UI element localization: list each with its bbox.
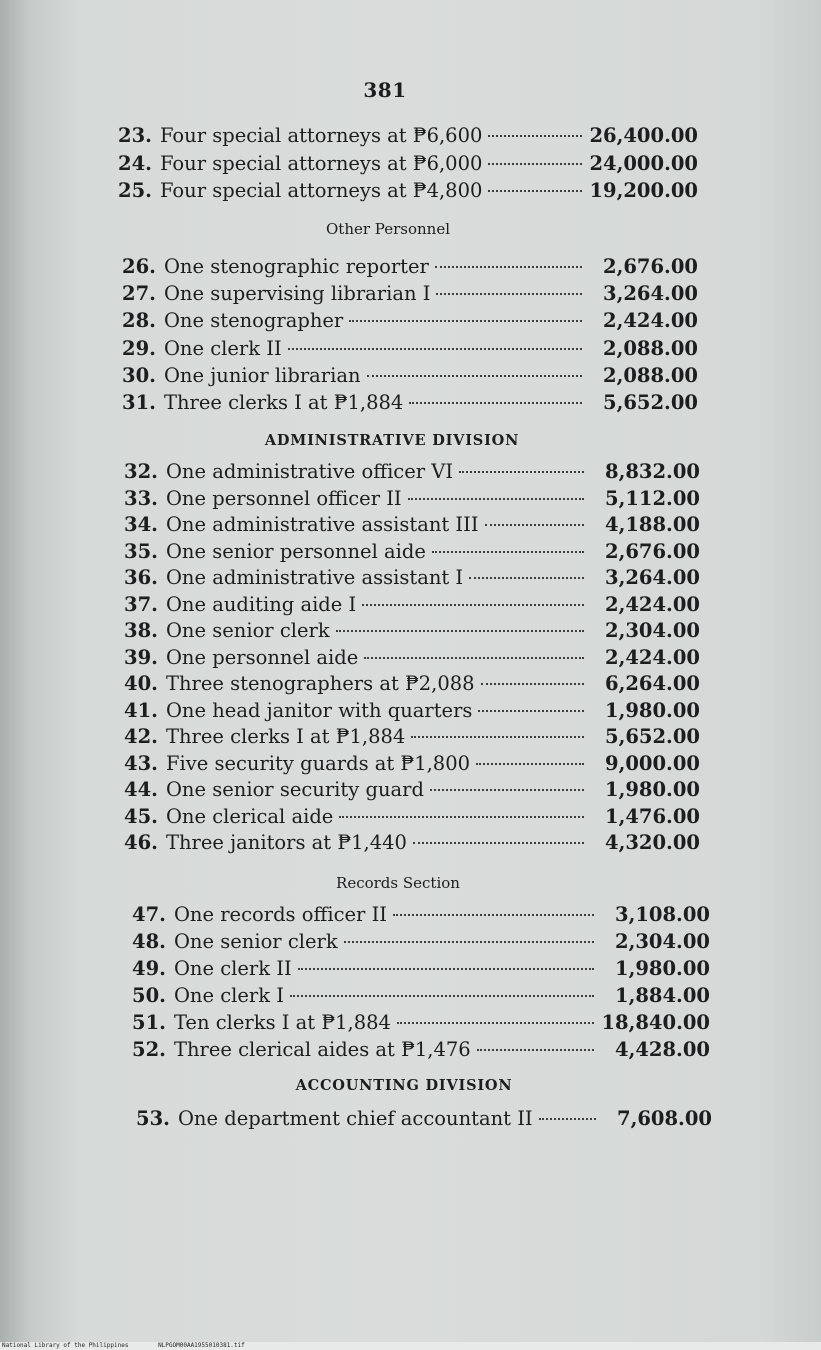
line-item — [122, 309, 698, 336]
dot-leader — [344, 941, 594, 943]
item-amount: 26,400.00 — [589, 124, 698, 147]
item-amount: 2,676.00 — [605, 539, 700, 563]
item-amount: 1,980.00 — [605, 698, 700, 722]
dot-leader — [288, 348, 582, 350]
item-description: One records officer II — [173, 903, 387, 926]
section-heading: ACCOUNTING DIVISION — [295, 1077, 513, 1094]
item-description: One clerk II — [173, 957, 292, 980]
item-amount: 2,088.00 — [603, 336, 698, 360]
line-item — [124, 619, 700, 646]
item-description: One personnel officer II — [165, 486, 402, 510]
item-number: 38. — [124, 619, 158, 642]
item-amount: 1,476.00 — [605, 804, 700, 828]
item-description: One head janitor with quarters — [165, 698, 473, 722]
item-amount: 4,428.00 — [615, 1038, 710, 1061]
dot-leader — [364, 657, 584, 659]
item-number: 23. — [118, 124, 152, 147]
line-item — [132, 1038, 710, 1065]
dot-leader — [488, 190, 582, 192]
item-amount: 19,200.00 — [589, 179, 698, 202]
item-amount: 24,000.00 — [589, 151, 698, 175]
dot-leader — [411, 736, 584, 738]
item-description: Three stenographers at ₱2,088 — [165, 672, 475, 695]
item-number: 33. — [124, 486, 158, 510]
item-number: 29. — [122, 336, 156, 360]
line-item — [118, 179, 698, 206]
line-item — [118, 152, 698, 179]
line-item — [122, 282, 698, 309]
section-heading: Other Personnel — [326, 220, 450, 238]
item-description: One junior librarian — [163, 363, 361, 387]
item-number: 26. — [122, 255, 156, 278]
dot-leader — [485, 524, 584, 526]
line-item — [124, 513, 700, 540]
line-item — [124, 540, 700, 567]
item-amount: 3,108.00 — [615, 903, 710, 926]
line-item — [118, 124, 698, 151]
line-item — [136, 1107, 712, 1134]
dot-leader — [488, 163, 582, 165]
item-number: 37. — [124, 592, 158, 616]
item-amount: 2,424.00 — [605, 592, 700, 616]
item-amount: 3,264.00 — [603, 282, 698, 306]
item-amount: 6,264.00 — [605, 672, 700, 695]
item-amount: 2,088.00 — [603, 363, 698, 387]
line-item — [124, 672, 700, 699]
line-item — [132, 1011, 710, 1038]
dot-leader — [409, 402, 582, 404]
item-number: 24. — [118, 151, 152, 175]
line-item — [124, 805, 700, 832]
dot-leader — [435, 266, 582, 268]
item-number: 25. — [118, 179, 152, 202]
dot-leader — [290, 995, 594, 997]
item-description: One department chief accountant II — [177, 1107, 533, 1130]
item-description: Three janitors at ₱1,440 — [165, 831, 407, 854]
item-amount: 5,652.00 — [603, 391, 698, 414]
line-item — [124, 487, 700, 514]
item-number: 50. — [132, 984, 166, 1007]
item-description: One supervising librarian I — [163, 282, 431, 306]
item-description: Three clerks I at ₱1,884 — [165, 725, 406, 748]
item-amount: 2,424.00 — [603, 309, 698, 333]
item-description: One senior personnel aide — [165, 539, 426, 563]
footer-file: NLPGOM00AA1955010381.tif — [158, 1342, 245, 1349]
line-item — [124, 778, 700, 805]
footer-library: National Library of the Philippines — [2, 1342, 129, 1349]
dot-leader — [488, 135, 582, 137]
item-description: Three clerical aides at ₱1,476 — [173, 1038, 471, 1061]
line-item — [124, 725, 700, 752]
line-item — [124, 646, 700, 673]
item-description: One clerical aide — [165, 804, 334, 828]
item-amount: 4,188.00 — [605, 513, 700, 536]
item-description: One clerk II — [163, 336, 282, 360]
item-description: Ten clerks I at ₱1,884 — [173, 1011, 391, 1034]
item-description: Three clerks I at ₱1,884 — [163, 391, 404, 414]
line-item — [124, 460, 700, 487]
item-description: One senior security guard — [165, 778, 424, 801]
item-amount: 18,840.00 — [601, 1011, 710, 1034]
line-item — [124, 699, 700, 726]
dot-leader — [459, 471, 584, 473]
item-amount: 1,884.00 — [615, 984, 710, 1007]
item-amount: 8,832.00 — [605, 460, 700, 483]
item-number: 39. — [124, 645, 158, 669]
item-amount: 5,112.00 — [605, 486, 700, 510]
dot-leader — [362, 604, 584, 606]
item-number: 40. — [124, 672, 158, 695]
item-description: One auditing aide I — [165, 592, 357, 616]
dot-leader — [476, 763, 584, 765]
item-amount: 1,980.00 — [605, 778, 700, 801]
section-heading: Records Section — [336, 874, 460, 892]
dot-leader — [539, 1118, 596, 1120]
item-number: 28. — [122, 309, 156, 333]
dot-leader — [393, 914, 594, 916]
dot-leader — [408, 498, 584, 500]
line-item — [124, 593, 700, 620]
item-description: One stenographic reporter — [163, 255, 429, 278]
line-item — [122, 337, 698, 364]
dot-leader — [430, 789, 584, 791]
item-description: One clerk I — [173, 984, 284, 1007]
item-amount: 1,980.00 — [615, 957, 710, 980]
item-number: 30. — [122, 363, 156, 387]
item-amount: 7,608.00 — [617, 1107, 712, 1130]
item-number: 43. — [124, 751, 158, 775]
item-number: 49. — [132, 957, 166, 980]
dot-leader — [298, 968, 594, 970]
line-item — [132, 957, 710, 984]
item-description: One administrative assistant III — [165, 513, 479, 536]
dot-leader — [477, 1049, 594, 1051]
line-item — [122, 364, 698, 391]
item-amount: 5,652.00 — [605, 725, 700, 748]
item-amount: 2,304.00 — [605, 619, 700, 642]
item-number: 45. — [124, 804, 158, 828]
line-item — [132, 903, 710, 930]
item-description: One stenographer — [163, 309, 344, 333]
dot-leader — [339, 816, 584, 818]
line-item — [122, 391, 698, 418]
item-description: Four special attorneys at ₱4,800 — [159, 179, 483, 202]
line-item — [132, 930, 710, 957]
dot-leader — [349, 320, 582, 322]
item-number: 27. — [122, 282, 156, 306]
page-number: 381 — [363, 78, 407, 102]
line-item — [132, 984, 710, 1011]
item-number: 36. — [124, 566, 158, 589]
item-number: 53. — [136, 1107, 170, 1130]
dot-leader — [336, 630, 584, 632]
item-number: 44. — [124, 778, 158, 801]
item-amount: 4,320.00 — [605, 831, 700, 854]
item-number: 41. — [124, 698, 158, 722]
dot-leader — [478, 710, 584, 712]
item-description: Five security guards at ₱1,800 — [165, 751, 471, 775]
item-description: One administrative assistant I — [165, 566, 464, 589]
item-amount: 2,676.00 — [603, 255, 698, 278]
dot-leader — [469, 577, 584, 579]
item-amount: 3,264.00 — [605, 566, 700, 589]
item-number: 46. — [124, 831, 158, 854]
line-item — [124, 831, 700, 858]
item-number: 42. — [124, 725, 158, 748]
item-amount: 9,000.00 — [605, 751, 700, 775]
item-description: One administrative officer VI — [165, 460, 454, 483]
item-description: Four special attorneys at ₱6,000 — [159, 151, 483, 175]
item-number: 34. — [124, 513, 158, 536]
item-number: 32. — [124, 460, 158, 483]
section-heading: ADMINISTRATIVE DIVISION — [264, 432, 520, 449]
item-number: 48. — [132, 930, 166, 953]
item-number: 35. — [124, 539, 158, 563]
item-description: One senior clerk — [173, 930, 338, 953]
line-item — [122, 255, 698, 282]
item-amount: 2,424.00 — [605, 645, 700, 669]
scan-footer — [0, 1342, 821, 1350]
dot-leader — [413, 842, 584, 844]
item-description: One personnel aide — [165, 645, 359, 669]
item-number: 51. — [132, 1011, 166, 1034]
dot-leader — [367, 375, 582, 377]
dot-leader — [436, 293, 582, 295]
item-amount: 2,304.00 — [615, 930, 710, 953]
line-item — [124, 752, 700, 779]
item-description: One senior clerk — [165, 619, 330, 642]
item-description: Four special attorneys at ₱6,600 — [159, 124, 483, 147]
dot-leader — [397, 1022, 594, 1024]
dot-leader — [432, 551, 584, 553]
line-item — [124, 566, 700, 593]
item-number: 31. — [122, 391, 156, 414]
item-number: 47. — [132, 903, 166, 926]
dot-leader — [481, 683, 584, 685]
item-number: 52. — [132, 1038, 166, 1061]
